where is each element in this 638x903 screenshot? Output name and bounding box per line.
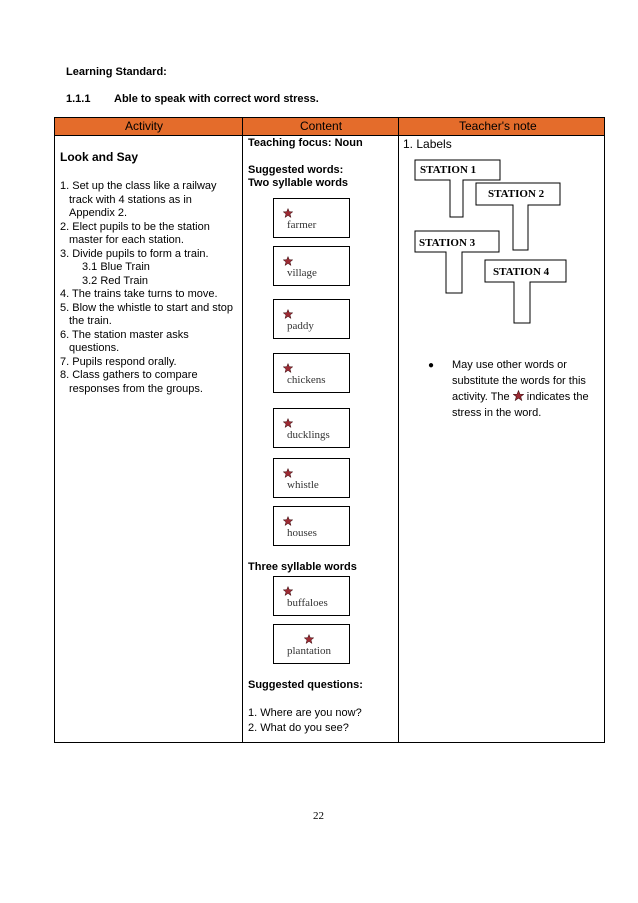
question-item: 2. What do you see? (248, 722, 349, 734)
word-card (273, 299, 350, 339)
learning-standard-code: 1.1.1 (66, 93, 91, 105)
stress-star-icon (283, 418, 293, 428)
stress-star-icon (513, 390, 524, 401)
two-syllable-label: Two syllable words (248, 177, 349, 189)
stress-star-icon (304, 634, 314, 644)
question-item: 1. Where are you now? (248, 707, 362, 719)
station-label: STATION 3 (419, 237, 476, 249)
station-label: STATION 2 (488, 188, 545, 200)
word-label: farmer (287, 219, 317, 231)
activity-steps (60, 180, 238, 396)
list-item: 8. Class gathers to compare responses from the groups. (60, 369, 203, 395)
word-label: chickens (287, 374, 326, 386)
word-card (273, 198, 350, 238)
word-label: whistle (287, 479, 319, 491)
list-item: 3.2 Red Train (82, 274, 149, 287)
stress-star-icon (283, 363, 293, 373)
header-content: Content (300, 119, 343, 133)
word-label: plantation (287, 645, 331, 657)
stress-star-icon (283, 208, 293, 218)
word-card (273, 624, 350, 664)
stress-star-icon (283, 586, 293, 596)
learning-standard-title: Learning Standard: (66, 66, 167, 78)
word-card (273, 353, 350, 393)
word-label: buffaloes (287, 597, 328, 609)
list-item: 2. Elect pupils to be the station master for each station. (60, 220, 210, 246)
page-number: 22 (313, 810, 324, 822)
teaching-focus: Teaching focus: Noun (248, 137, 363, 149)
column-divider (398, 118, 399, 742)
three-syllable-label: Three syllable words (248, 561, 357, 573)
list-item: 4. The trains take turns to move. (60, 288, 218, 300)
station-label: STATION 1 (420, 164, 477, 176)
header-activity: Activity (125, 119, 164, 133)
activity-title: Look and Say (60, 150, 139, 164)
bullet-icon: ● (428, 360, 435, 371)
station-label: STATION 4 (493, 266, 550, 278)
learning-standard-text: Able to speak with correct word stress. (114, 93, 319, 105)
word-label: paddy (287, 320, 314, 332)
teacher-note-text: May use other words or substitute the words for this activity. The indicates the stress in the word. (452, 359, 589, 419)
word-card (273, 576, 350, 616)
stress-star-icon (283, 468, 293, 478)
list-item: 3. Divide pupils to form a train. (60, 247, 209, 260)
word-label: ducklings (287, 429, 330, 441)
stress-star-icon (283, 516, 293, 526)
suggested-words-label: Suggested words: (248, 164, 344, 176)
stress-star-icon (283, 309, 293, 319)
word-card (273, 458, 350, 498)
list-item: 5. Blow the whistle to start and stop the train. (60, 301, 234, 327)
word-card (273, 408, 350, 448)
list-item: 3.1 Blue Train (82, 261, 150, 273)
suggested-questions-label: Suggested questions: (248, 679, 363, 691)
word-card (273, 246, 350, 286)
word-card (273, 506, 350, 546)
word-label: houses (287, 527, 317, 539)
list-item: 7. Pupils respond orally. (60, 355, 177, 368)
labels-title: 1. Labels (403, 137, 452, 151)
column-divider (242, 118, 243, 742)
list-item: 1. Set up the class like a railway track with 4 stations as in Appendix 2. (60, 180, 217, 219)
header-teacher-note: Teacher's note (459, 119, 537, 133)
word-label: village (287, 267, 317, 279)
stress-star-icon (283, 256, 293, 266)
list-item: 6. The station master asks questions. (60, 328, 189, 354)
table-header (55, 118, 604, 136)
